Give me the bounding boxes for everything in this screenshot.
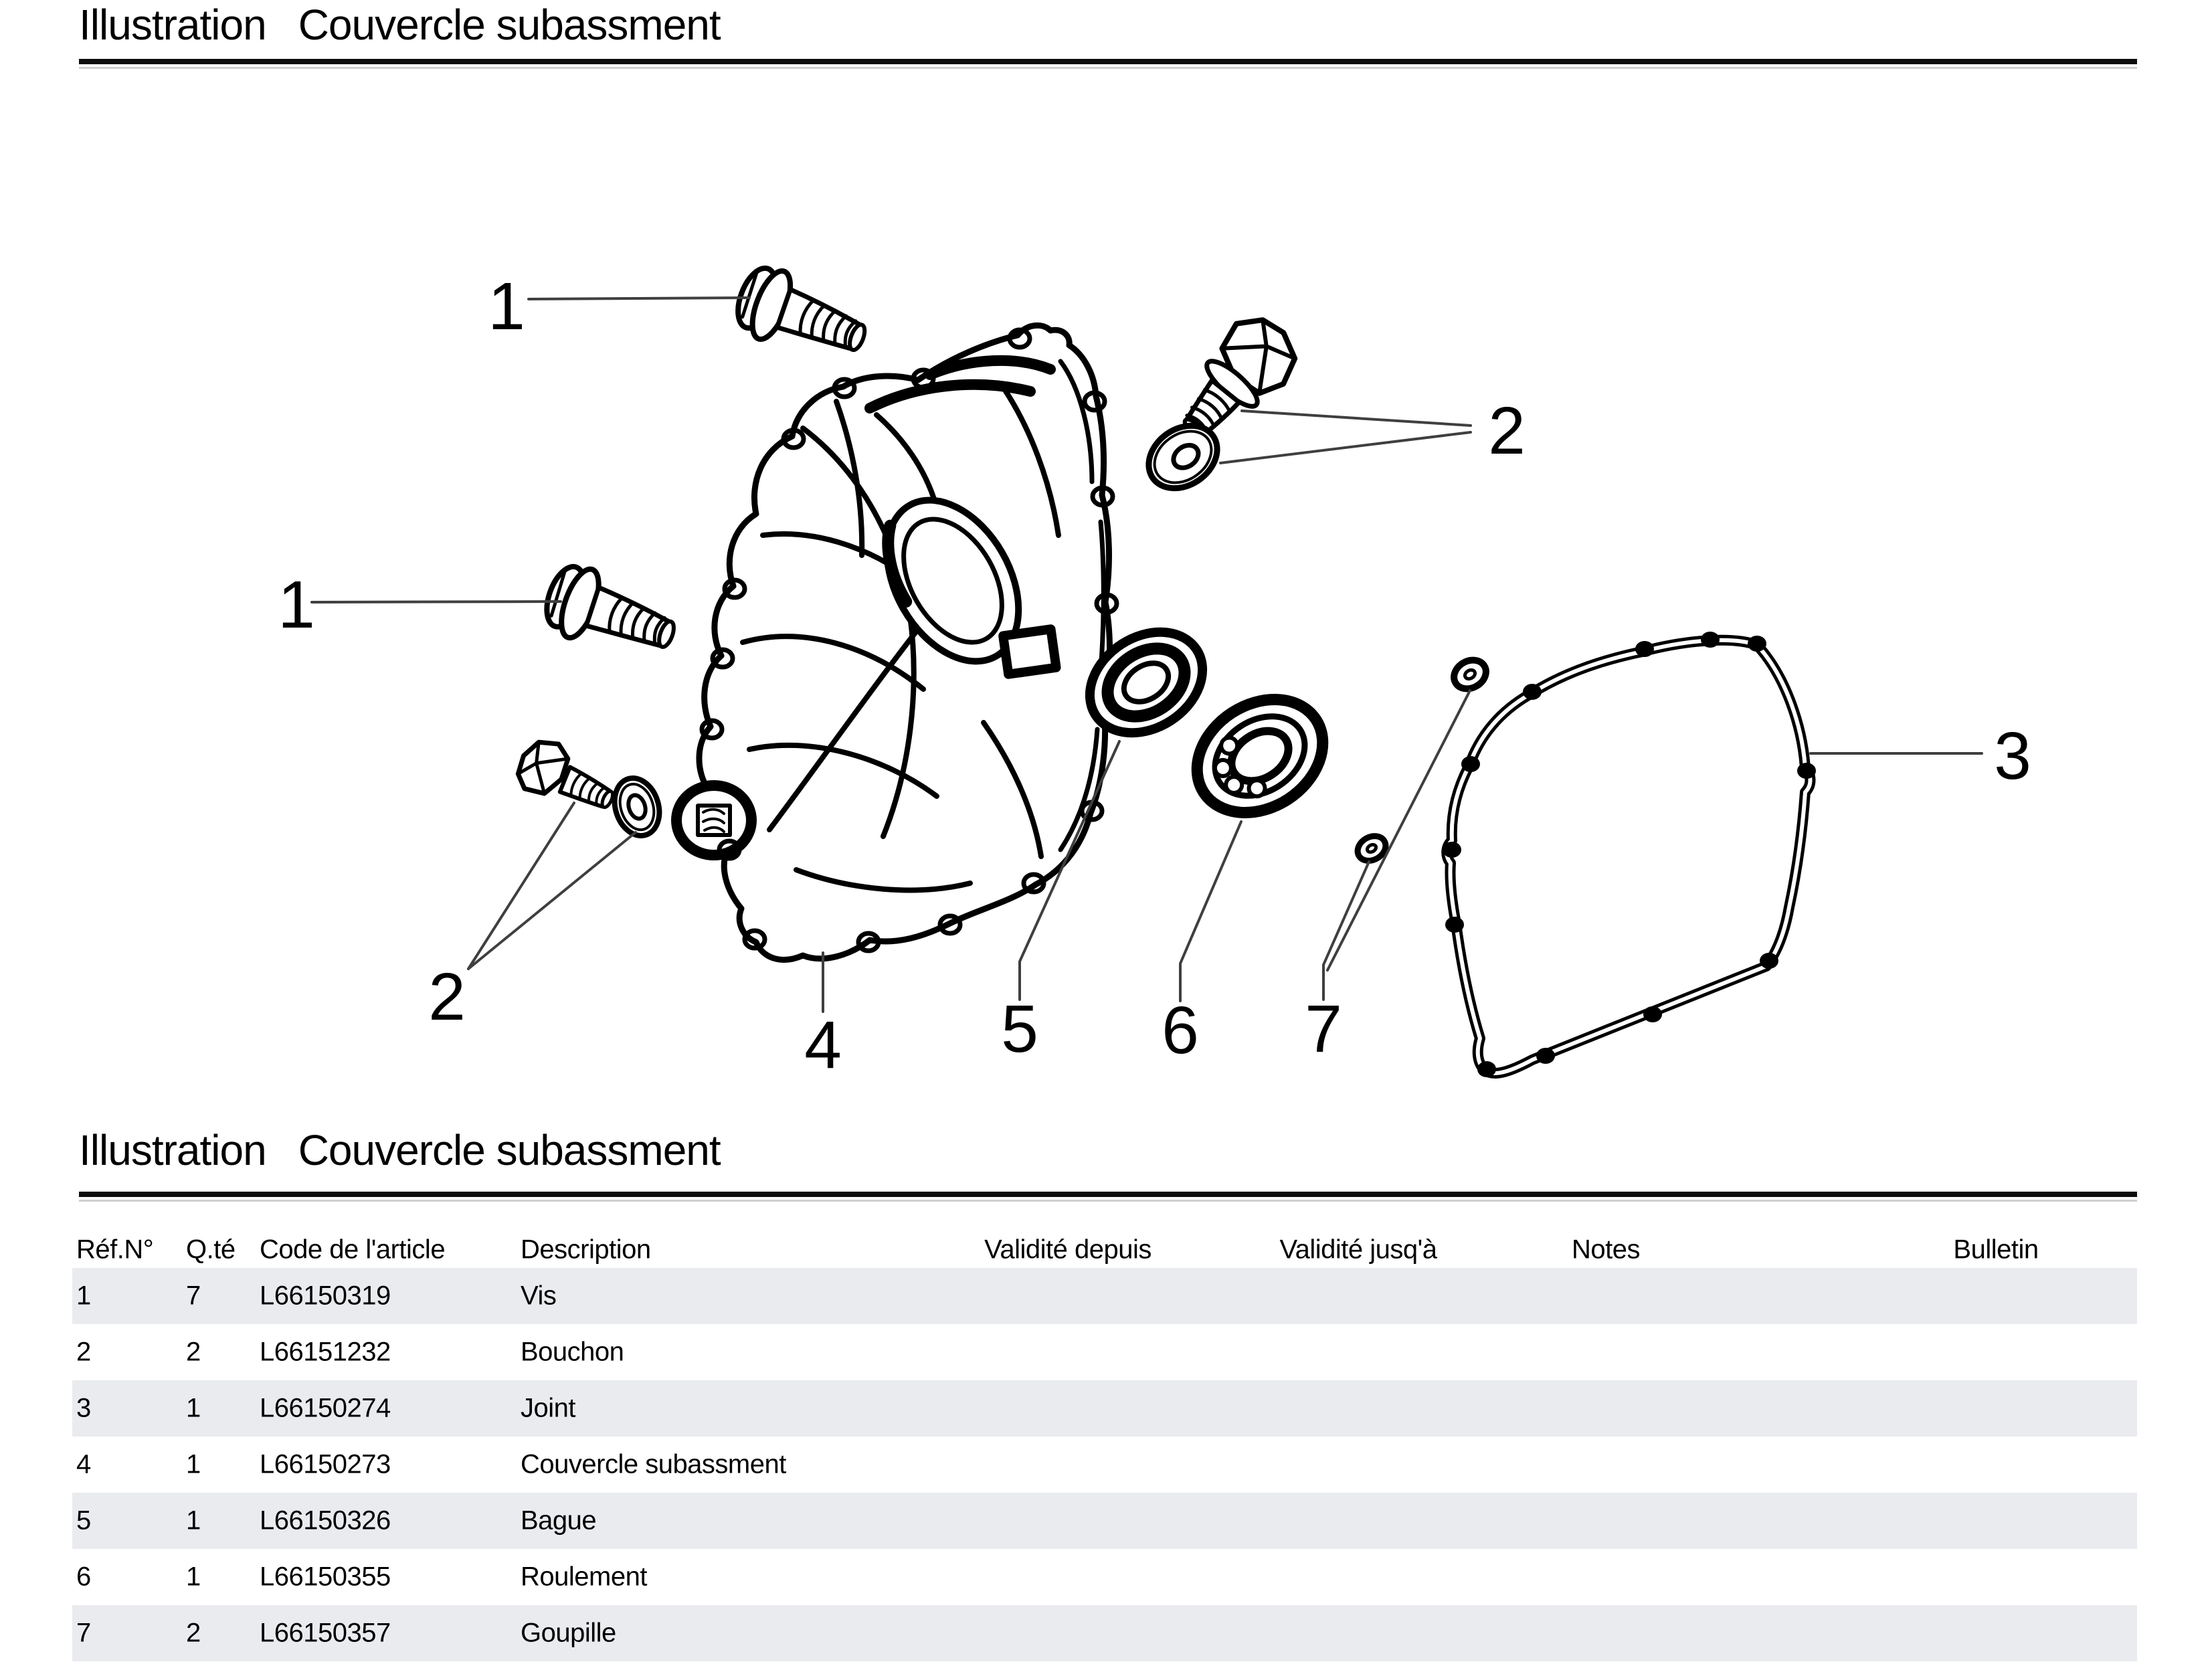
cell-description: Couvercle subassment: [521, 1449, 786, 1479]
cell-ref: 2: [76, 1337, 91, 1367]
cell-description: Roulement: [521, 1562, 647, 1592]
callout-4: 4: [804, 1008, 842, 1083]
cell-description: Joint: [521, 1393, 575, 1423]
cell-ref: 5: [76, 1505, 91, 1536]
table-header-row: [72, 1232, 2137, 1267]
cell-code: L66150274: [260, 1393, 391, 1423]
cell-qty: 1: [186, 1505, 201, 1536]
header-ref: Réf.N°: [76, 1234, 154, 1265]
cell-ref: 7: [76, 1618, 91, 1648]
cell-qty: 1: [186, 1393, 201, 1423]
table-row: [72, 1380, 2137, 1437]
cell-code: L66150326: [260, 1505, 391, 1536]
header-bulletin: Bulletin: [1953, 1234, 2039, 1265]
cell-code: L66150357: [260, 1618, 391, 1648]
callout-1-middle: 1: [278, 567, 315, 642]
table-row: [72, 1493, 2137, 1549]
cell-qty: 2: [186, 1618, 201, 1648]
header-valid-from: Validité depuis: [984, 1234, 1151, 1265]
cell-code: L66151232: [260, 1337, 391, 1367]
cell-qty: 2: [186, 1337, 201, 1367]
table-row: [72, 1549, 2137, 1605]
cell-qty: 1: [186, 1562, 201, 1592]
table-row: [72, 1268, 2137, 1324]
cell-ref: 1: [76, 1281, 91, 1311]
callout-1-top: 1: [488, 269, 525, 344]
header-code: Code de l'article: [260, 1234, 446, 1265]
table-title-label: Illustration: [79, 1126, 266, 1174]
callout-6: 6: [1162, 993, 1199, 1068]
cell-description: Goupille: [521, 1618, 616, 1648]
callout-2-bottom: 2: [428, 959, 466, 1034]
header-description: Description: [521, 1234, 651, 1265]
callout-5: 5: [1001, 992, 1038, 1067]
header-qty: Q.té: [186, 1234, 236, 1265]
callout-2-top: 2: [1488, 393, 1526, 468]
illustration-title-name: Couvercle subassment: [298, 1, 721, 49]
cell-qty: 7: [186, 1281, 201, 1311]
header-notes: Notes: [1572, 1234, 1640, 1265]
cell-ref: 4: [76, 1449, 91, 1479]
cell-code: L66150273: [260, 1449, 391, 1479]
cell-code: L66150355: [260, 1562, 391, 1592]
table-row: [72, 1324, 2137, 1380]
cell-ref: 6: [76, 1562, 91, 1592]
parts-table: [72, 0, 2137, 1662]
cell-qty: 1: [186, 1449, 201, 1479]
table-row: [72, 1437, 2137, 1493]
cell-ref: 3: [76, 1393, 91, 1423]
cell-description: Vis: [521, 1281, 557, 1311]
illustration-title-label: Illustration: [79, 1, 266, 49]
callout-7: 7: [1305, 992, 1342, 1067]
callout-3: 3: [1994, 719, 2031, 794]
cell-description: Bouchon: [521, 1337, 624, 1367]
table-title-name: Couvercle subassment: [298, 1126, 721, 1174]
table-row: [72, 1605, 2137, 1661]
header-valid-to: Validité jusq'à: [1279, 1234, 1437, 1265]
cell-description: Bague: [521, 1505, 597, 1536]
cell-code: L66150319: [260, 1281, 391, 1311]
